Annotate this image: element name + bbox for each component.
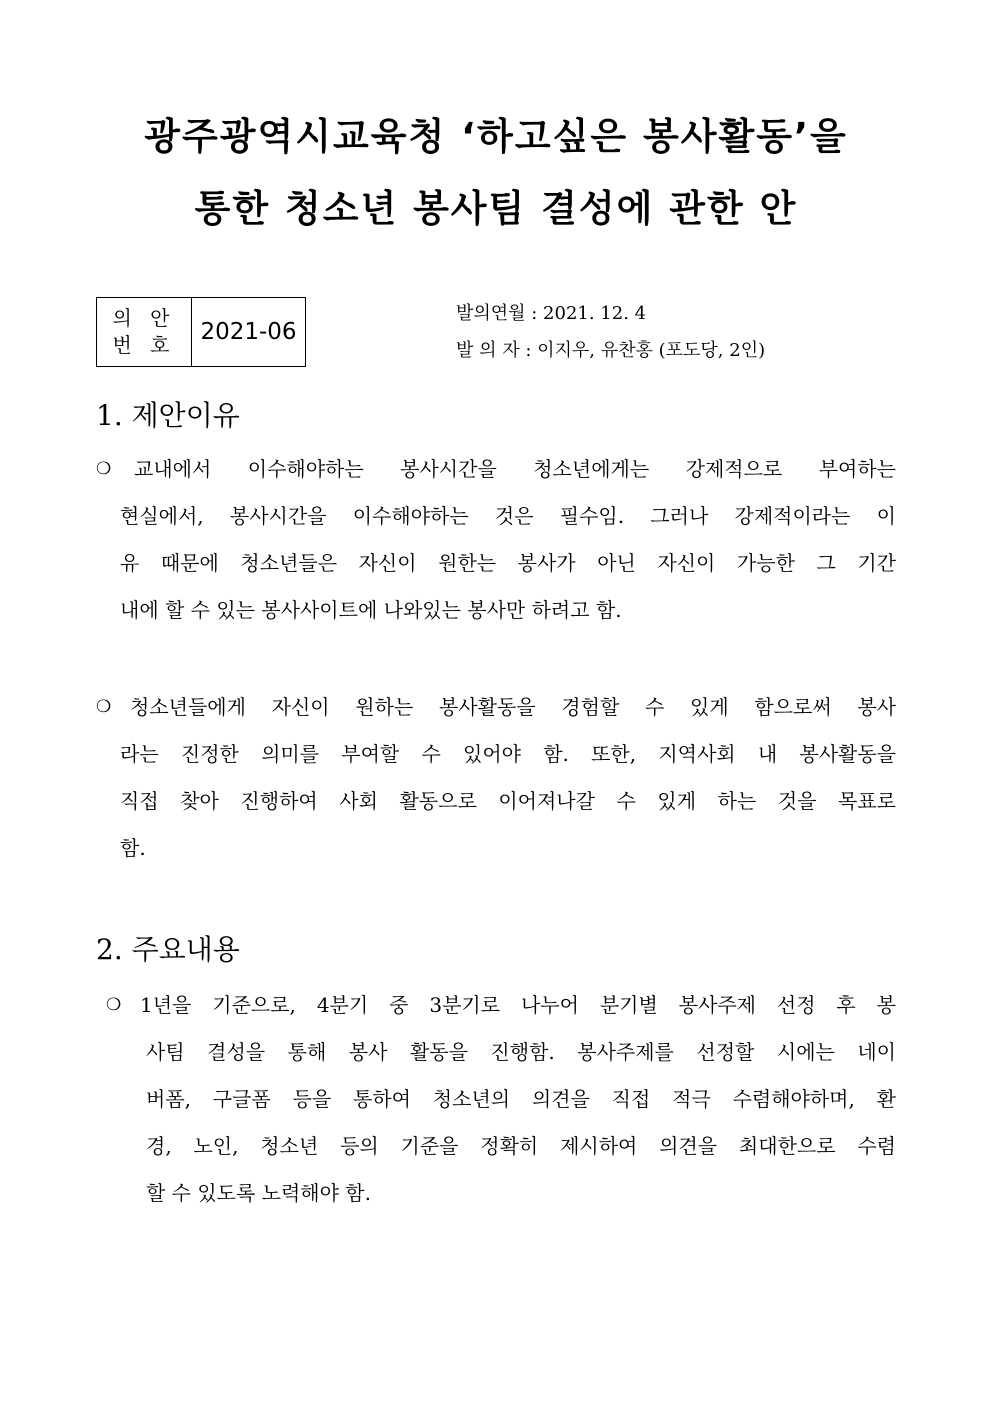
bill-label-line-2: 번 호 <box>112 333 176 357</box>
paragraph-line: 교내에서 이수해야하는 봉사시간을 청소년에게는 강제적으로 부여하는 <box>134 457 896 481</box>
proposal-date: 발의연월 : 2021. 12. 4 <box>456 303 647 324</box>
bullet-circle-icon: ❍ <box>106 995 122 1015</box>
bill-number-value: 2021-06 <box>200 319 297 345</box>
reason-paragraph-1 <box>96 446 896 634</box>
paragraph-line: 경, 노인, 청소년 등의 기준을 정확히 제시하여 의견을 최대한으로 수렴 <box>146 1134 896 1158</box>
main-content-paragraph <box>106 982 896 1217</box>
bill-number-box <box>96 297 306 367</box>
section-heading-reason: 1. 제안이유 <box>96 399 240 432</box>
section-heading-main-content: 2. 주요내용 <box>96 933 240 966</box>
paragraph-line: 1년을 기준으로, 4분기 중 3분기로 나누어 분기별 봉사주제 선정 후 봉 <box>140 993 896 1017</box>
paragraph-line: 할 수 있도록 노력해야 함. <box>146 1181 371 1205</box>
bullet-circle-icon: ❍ <box>96 459 112 479</box>
paragraph-line: 직접 찾아 진행하여 사회 활동으로 이어져나갈 수 있게 하는 것을 목표로 <box>120 789 896 813</box>
paragraph-line: 유 때문에 청소년들은 자신이 원한는 봉사가 아닌 자신이 가능한 그 기간 <box>120 551 896 575</box>
bill-label-line-1: 의 안 <box>112 306 176 330</box>
paragraph-line: 버폼, 구글폼 등을 통하여 청소년의 의견을 직접 적극 수렴해야하며, 환 <box>146 1087 896 1111</box>
bullet-circle-icon: ❍ <box>96 697 112 717</box>
document-title-line-2: 통한 청소년 봉사팀 결성에 관한 안 <box>194 187 798 230</box>
bill-number-label <box>97 298 192 366</box>
paragraph-line: 함. <box>120 836 146 860</box>
document-title-line-1: 광주광역시교육청 ‘하고싶은 봉사활동’을 <box>144 115 848 158</box>
paragraph-line: 내에 할 수 있는 봉사사이트에 나와있는 봉사만 하려고 함. <box>120 598 622 622</box>
proposer-list: 발 의 자 : 이지우, 유찬홍 (포도당, 2인) <box>456 340 766 361</box>
paragraph-line: 사팀 결성을 통해 봉사 활동을 진행함. 봉사주제를 선정할 시에는 네이 <box>146 1040 896 1064</box>
paragraph-line: 라는 진정한 의미를 부여할 수 있어야 함. 또한, 지역사회 내 봉사활동을 <box>120 742 896 766</box>
reason-paragraph-2 <box>96 684 896 872</box>
paragraph-line: 청소년들에게 자신이 원하는 봉사활동을 경험할 수 있게 함으로써 봉사 <box>130 695 896 719</box>
paragraph-line: 현실에서, 봉사시간을 이수해야하는 것은 필수임. 그러나 강제적이라는 이 <box>120 504 896 528</box>
